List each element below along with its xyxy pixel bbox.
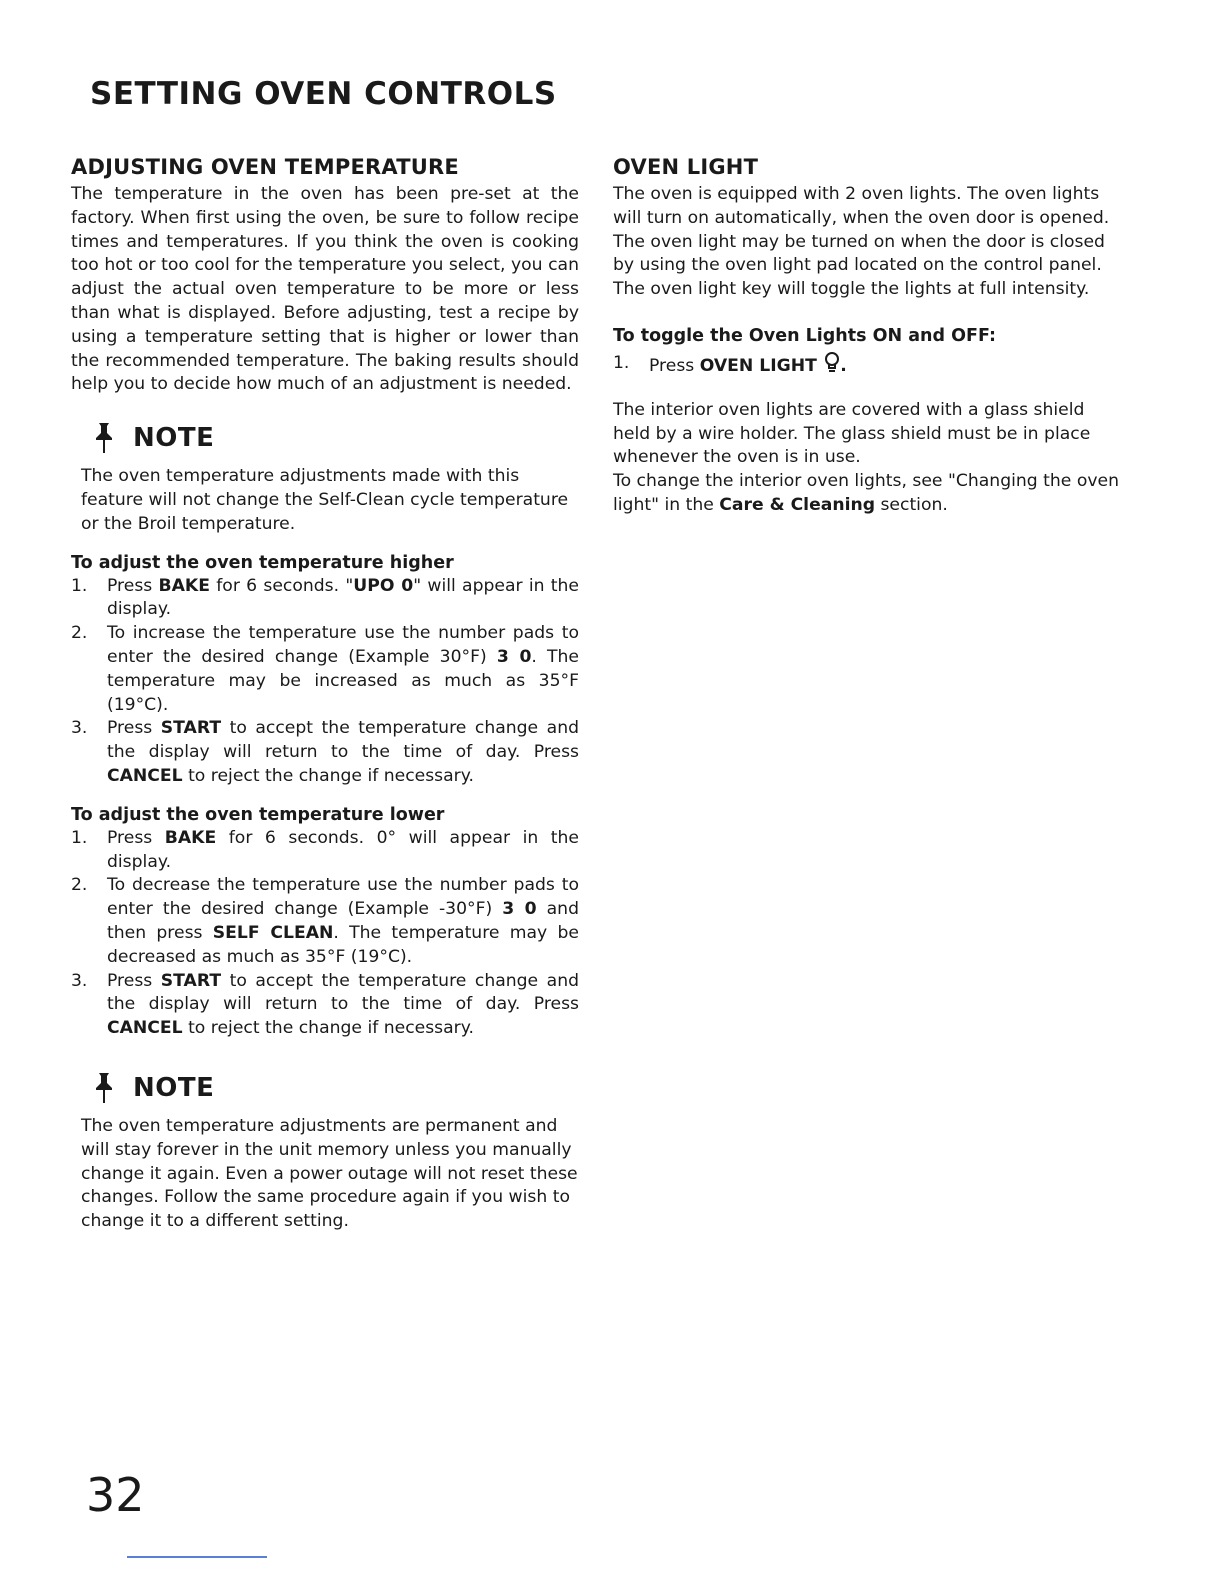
note-header-1 (91, 421, 579, 455)
oven-light-para-1: The oven is equipped with 2 oven lights. The oven lights will turn on automatically, when the oven door is opened. (613, 184, 1110, 228)
oven-light-para-2: The oven light may be turned on when the door is closed by using the oven light pad located on the control panel. The oven light key will toggle the lights at full intensity. (613, 231, 1105, 300)
list-item: 3. Press START to accept the temperature change and the display will return to the time of day. Press CANCEL to reject the change if necessary. (71, 970, 579, 1039)
page-number: 32 (86, 1468, 145, 1522)
right-column (613, 155, 1121, 518)
note-title: NOTE (133, 1072, 215, 1103)
pushpin-icon (91, 421, 117, 455)
subheading-lower: To adjust the oven temperature lower (71, 804, 445, 825)
list-item: 2. To decrease the temperature use the number pads to enter the desired change (Example -30°F) 3 0 and then press SELF CLEAN. The temperature may be decreased as much as 35°F (19°C). (71, 875, 579, 967)
pushpin-icon (91, 1071, 117, 1105)
subheading-higher: To adjust the oven temperature higher (71, 552, 454, 573)
section-heading-temperature: ADJUSTING OVEN TEMPERATURE (71, 155, 459, 179)
steps-toggle (613, 352, 1121, 379)
subheading-toggle: To toggle the Oven Lights ON and OFF: (613, 325, 996, 346)
note-title: NOTE (133, 423, 215, 454)
oven-light-para-4: To change the interior oven lights, see "Changing the oven light" in the Care & Cleaning section. (613, 471, 1119, 515)
steps-lower (71, 827, 579, 1041)
section-heading-oven-light: OVEN LIGHT (613, 155, 759, 179)
page-title: SETTING OVEN CONTROLS (90, 76, 557, 112)
left-column (71, 155, 579, 1234)
list-item: 1. Press BAKE for 6 seconds. "UPO 0" will appear in the display. (71, 575, 579, 620)
oven-light-para-3: The interior oven lights are covered with a glass shield held by a wire holder. The glass shield must be in place whenever the oven is in use. (613, 399, 1091, 468)
temperature-intro: The temperature in the oven has been pre-set at the factory. When first using the oven, be sure to follow recipe times and temperatures. If you think the oven is cooking too hot or too cool for the temperature you select, you can adjust the actual oven temperature to be more or less than what is displayed. Before adjusting, test a recipe by using a temperature setting that is higher or lower than the recommended temperature. The baking results should help you to decide how much of an adjustment is needed. (71, 184, 579, 395)
steps-higher (71, 575, 579, 789)
note-text-2: The oven temperature adjustments are permanent and will stay forever in the unit memory unless you manually change it again. Even a power outage will not reset these changes. Follow the same procedure again if you wish to change it to a different setting. (81, 1115, 578, 1232)
list-item: 1. Press BAKE for 6 seconds. 0° will appear in the display. (71, 827, 579, 872)
light-bulb-icon (824, 352, 840, 374)
list-item: 3. Press START to accept the temperature change and the display will return to the time of day. Press CANCEL to reject the change if necessary. (71, 718, 579, 786)
list-item: 2. To increase the temperature use the number pads to enter the desired change (Example 30°F) 3 0. The temperature may be increased as much as 35°F (19°C). (71, 623, 579, 715)
list-item: 1. Press OVEN LIGHT . (613, 352, 847, 376)
note-header-2 (91, 1071, 579, 1105)
footer-divider (127, 1556, 267, 1558)
note-text-1: The oven temperature adjustments made with this feature will not change the Self-Clean cycle temperature or the Broil temperature. (81, 466, 569, 534)
